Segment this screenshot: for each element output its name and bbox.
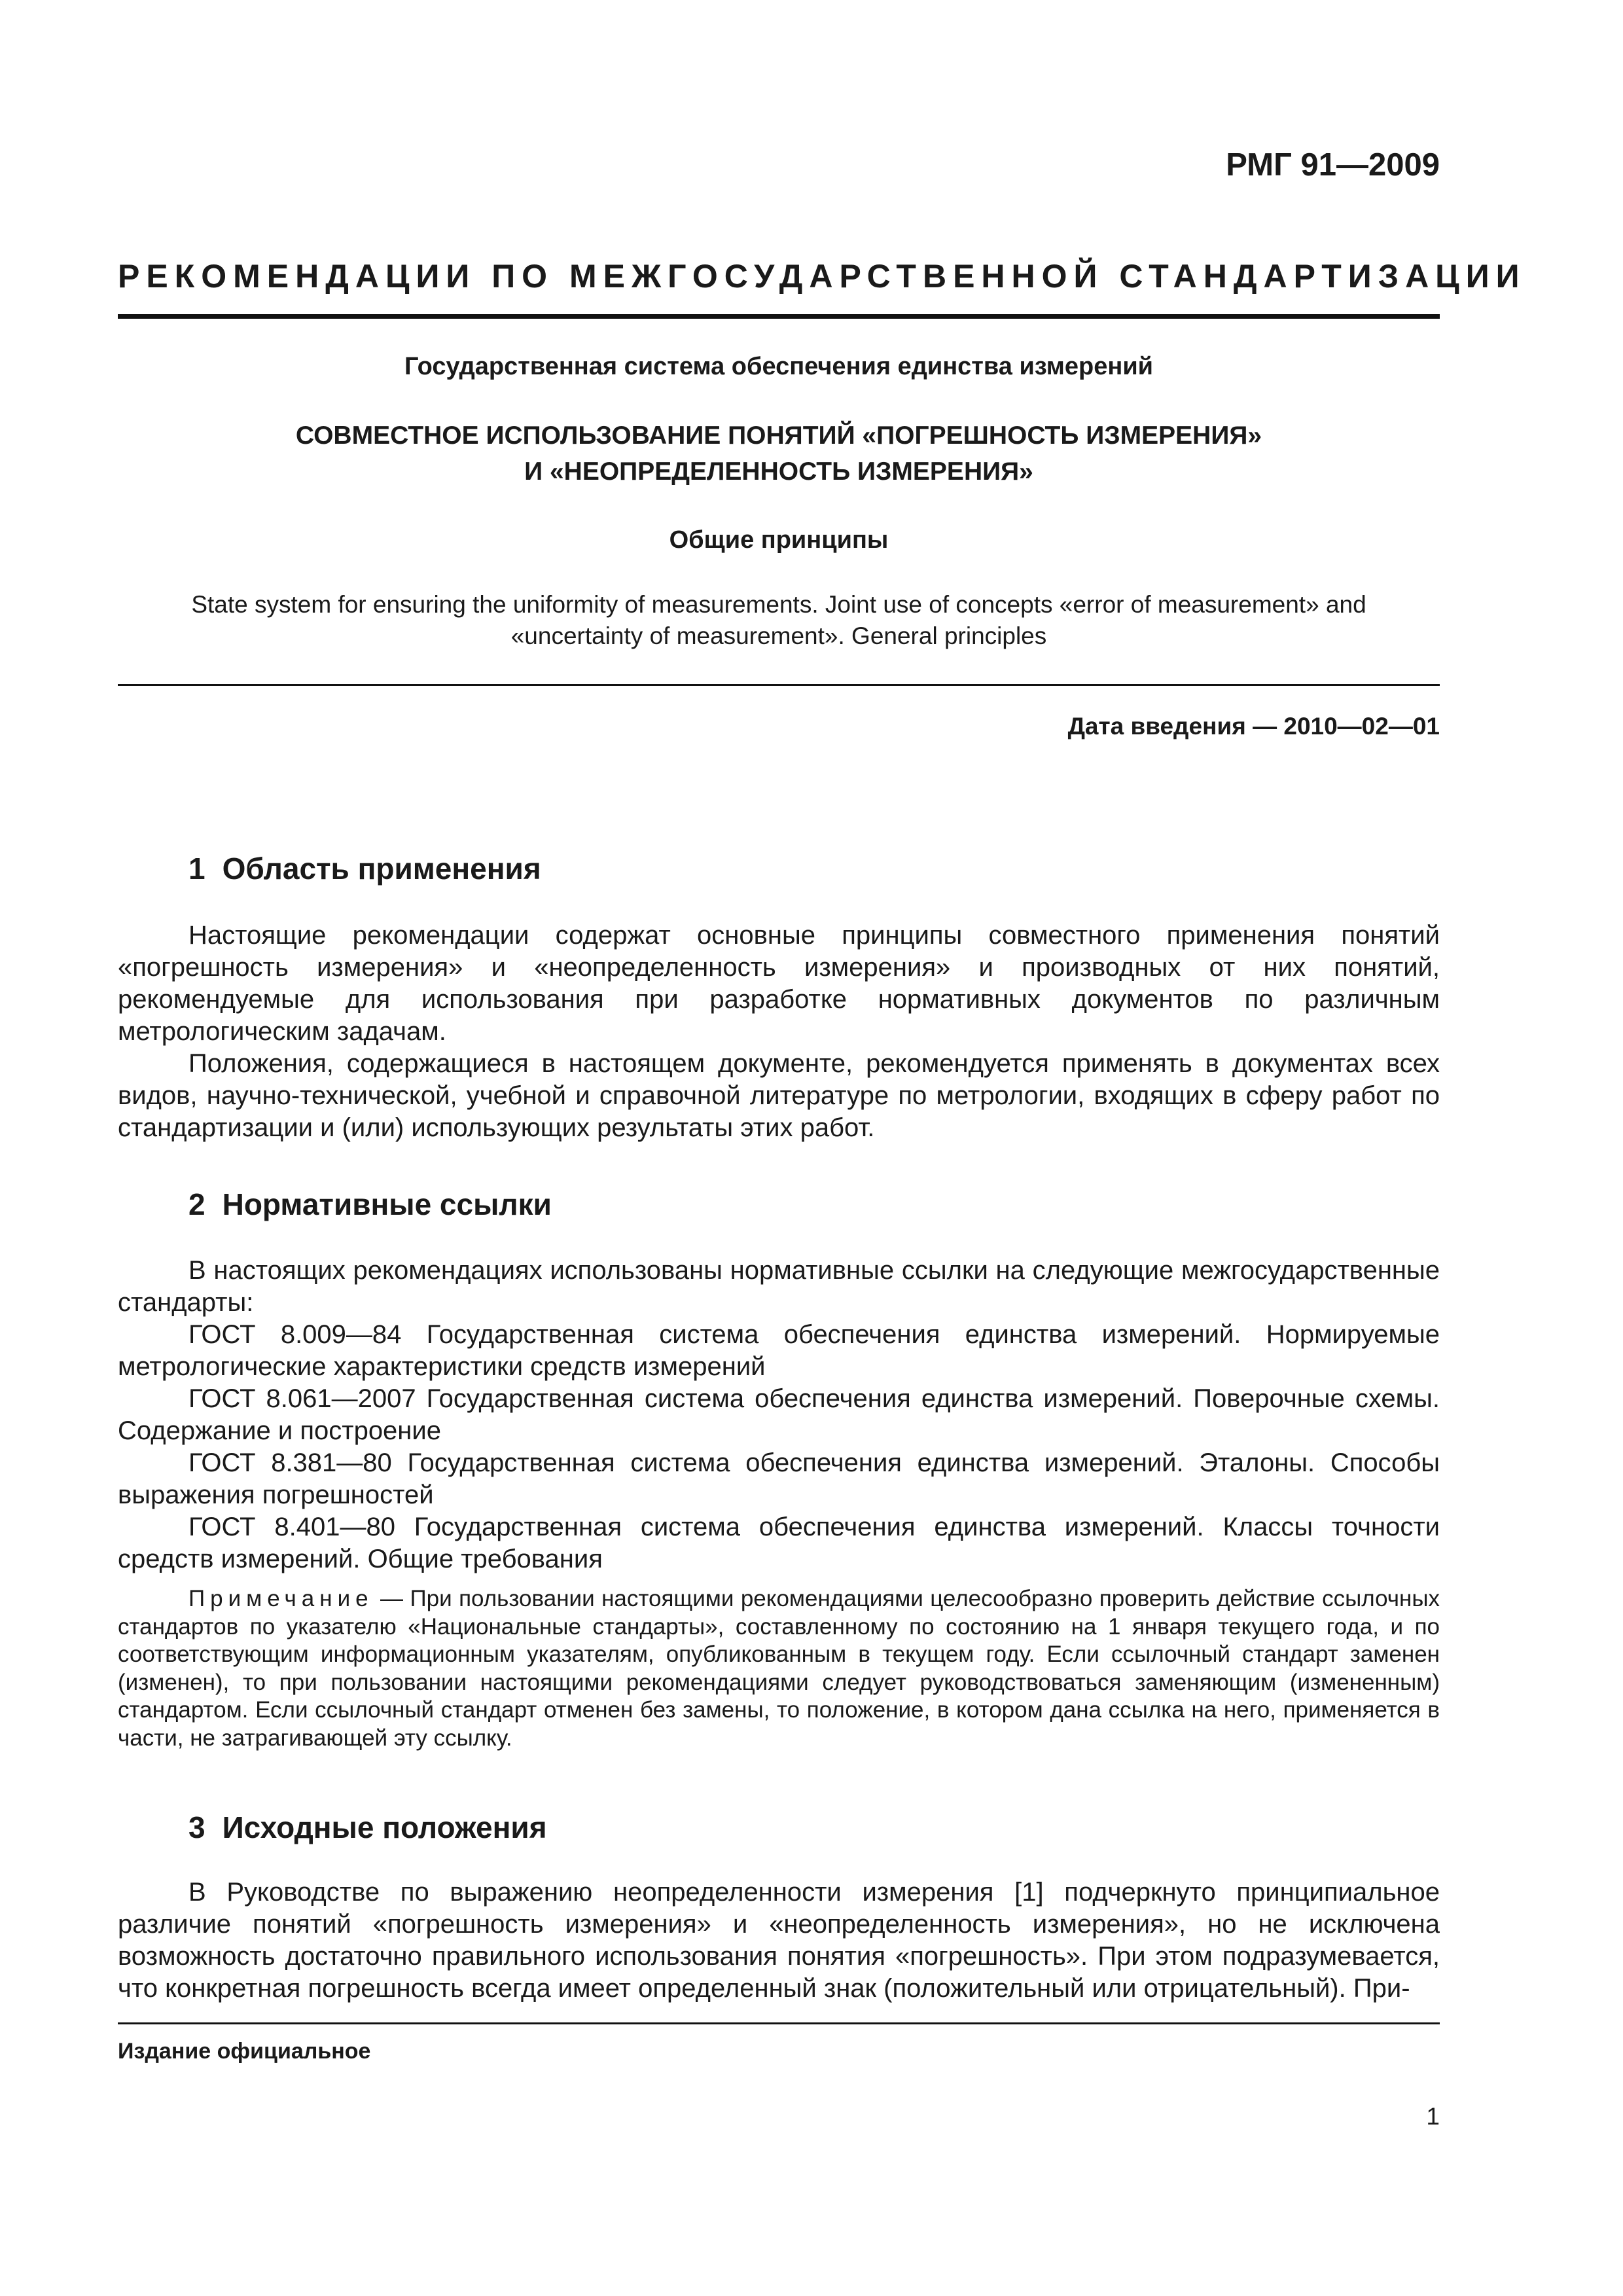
paragraph: Настоящие рекомендации содержат основные принципы совместного применения понятий «погрешность измерения» и «неопределенность измерения» и производных от них понятий, рекомендуемые для использования при разработке нормативных документов по различным метрологическим задачам. [118, 921, 1440, 1046]
english-title-line-1: State system for ensuring the uniformity of measurements. Joint use of concepts «error of measurement» and [191, 591, 1366, 618]
english-title-line-2: «uncertainty of measurement». General principles [510, 622, 1047, 649]
introduction-date: Дата введения — 2010—02—01 [1067, 713, 1440, 740]
paragraph: Положения, содержащиеся в настоящем документе, рекомендуется применять в документах всех видов, научно-технической, учебной и справочной литературе по метрологии, входящих в сферу работ по стандартизации и (или) использующих результаты этих работ. [118, 1049, 1440, 1142]
section-1-body [118, 920, 1440, 1144]
reference-item: ГОСТ 8.381—80 Государственная система обеспечения единства измерений. Эталоны. Способы выражения погрешностей [118, 1448, 1440, 1509]
section-number: 2 [188, 1187, 205, 1221]
paragraph: В Руководстве по выражению неопределенности измерения [1] подчеркнуто принципиальное различие понятий «погрешность измерения» и «неопределенность измерения», но не исключена возможность достаточно правильного использования понятия «погрешность». При этом подразумевается, что конкретная погрешность всегда имеет определенный знак (положительный или отрицательный). При- [118, 1878, 1440, 2003]
section-heading-3 [188, 1808, 547, 1847]
reference-item: ГОСТ 8.009—84 Государственная система обеспечения единства измерений. Нормируемые метрологические характеристики средств измерений [118, 1320, 1440, 1381]
section-title: Нормативные ссылки [222, 1187, 552, 1221]
document-code: РМГ 91—2009 [1226, 147, 1440, 183]
main-title-line-1: СОВМЕСТНОЕ ИСПОЛЬЗОВАНИЕ ПОНЯТИЙ «ПОГРЕШНОСТЬ ИЗМЕРЕНИЯ» [295, 422, 1262, 450]
reference-item: ГОСТ 8.401—80 Государственная система обеспечения единства измерений. Классы точности средств измерений. Общие требования [118, 1513, 1440, 1573]
section-2-body [118, 1255, 1440, 1575]
note-label: Примечание [188, 1586, 374, 1611]
system-title: Государственная система обеспечения единства измерений [404, 353, 1154, 380]
paragraph: В настоящих рекомендациях использованы нормативные ссылки на следующие межгосударственные стандарты: [118, 1256, 1440, 1317]
edition-label: Издание официальное [118, 2039, 371, 2064]
page-number: 1 [1426, 2103, 1440, 2130]
title-divider [118, 684, 1440, 686]
header-divider-thick [118, 314, 1440, 319]
document-series-title: РЕКОМЕНДАЦИИ ПО МЕЖГОСУДАРСТВЕННОЙ СТАНДАРТИЗАЦИИ [118, 258, 1526, 295]
section-heading-2 [188, 1185, 552, 1224]
section-number: 1 [188, 852, 205, 886]
section-3-body [118, 1876, 1440, 2005]
note-paragraph [118, 1585, 1440, 1752]
footer-divider [118, 2022, 1440, 2024]
reference-item: ГОСТ 8.061—2007 Государственная система обеспечения единства измерений. Поверочные схемы. Содержание и построение [118, 1384, 1440, 1445]
note-block [118, 1585, 1440, 1752]
section-title: Область применения [222, 852, 541, 886]
section-heading-1 [188, 849, 541, 888]
section-title: Исходные положения [222, 1810, 547, 1844]
section-number: 3 [188, 1810, 205, 1844]
note-text: — При пользовании настоящими рекомендациями целесообразно проверить действие ссылочных стандартов по указателю «Национальные стандарты», составленному по состоянию на 1 января текущего года, и по соответствующим информационным указателям, опубликованным в текущем году. Если ссылочный стандарт заменен (изменен), то при пользовании настоящими рекомендациями следует руководствоваться заменяющим (измененным) стандартом. Если ссылочный стандарт отменен без замены, то положение, в котором дана ссылка на него, применяется в части, не затрагивающей эту ссылку. [118, 1586, 1440, 1751]
main-title-line-2: И «НЕОПРЕДЕЛЕННОСТЬ ИЗМЕРЕНИЯ» [524, 457, 1033, 486]
subtitle: Общие принципы [669, 526, 889, 554]
